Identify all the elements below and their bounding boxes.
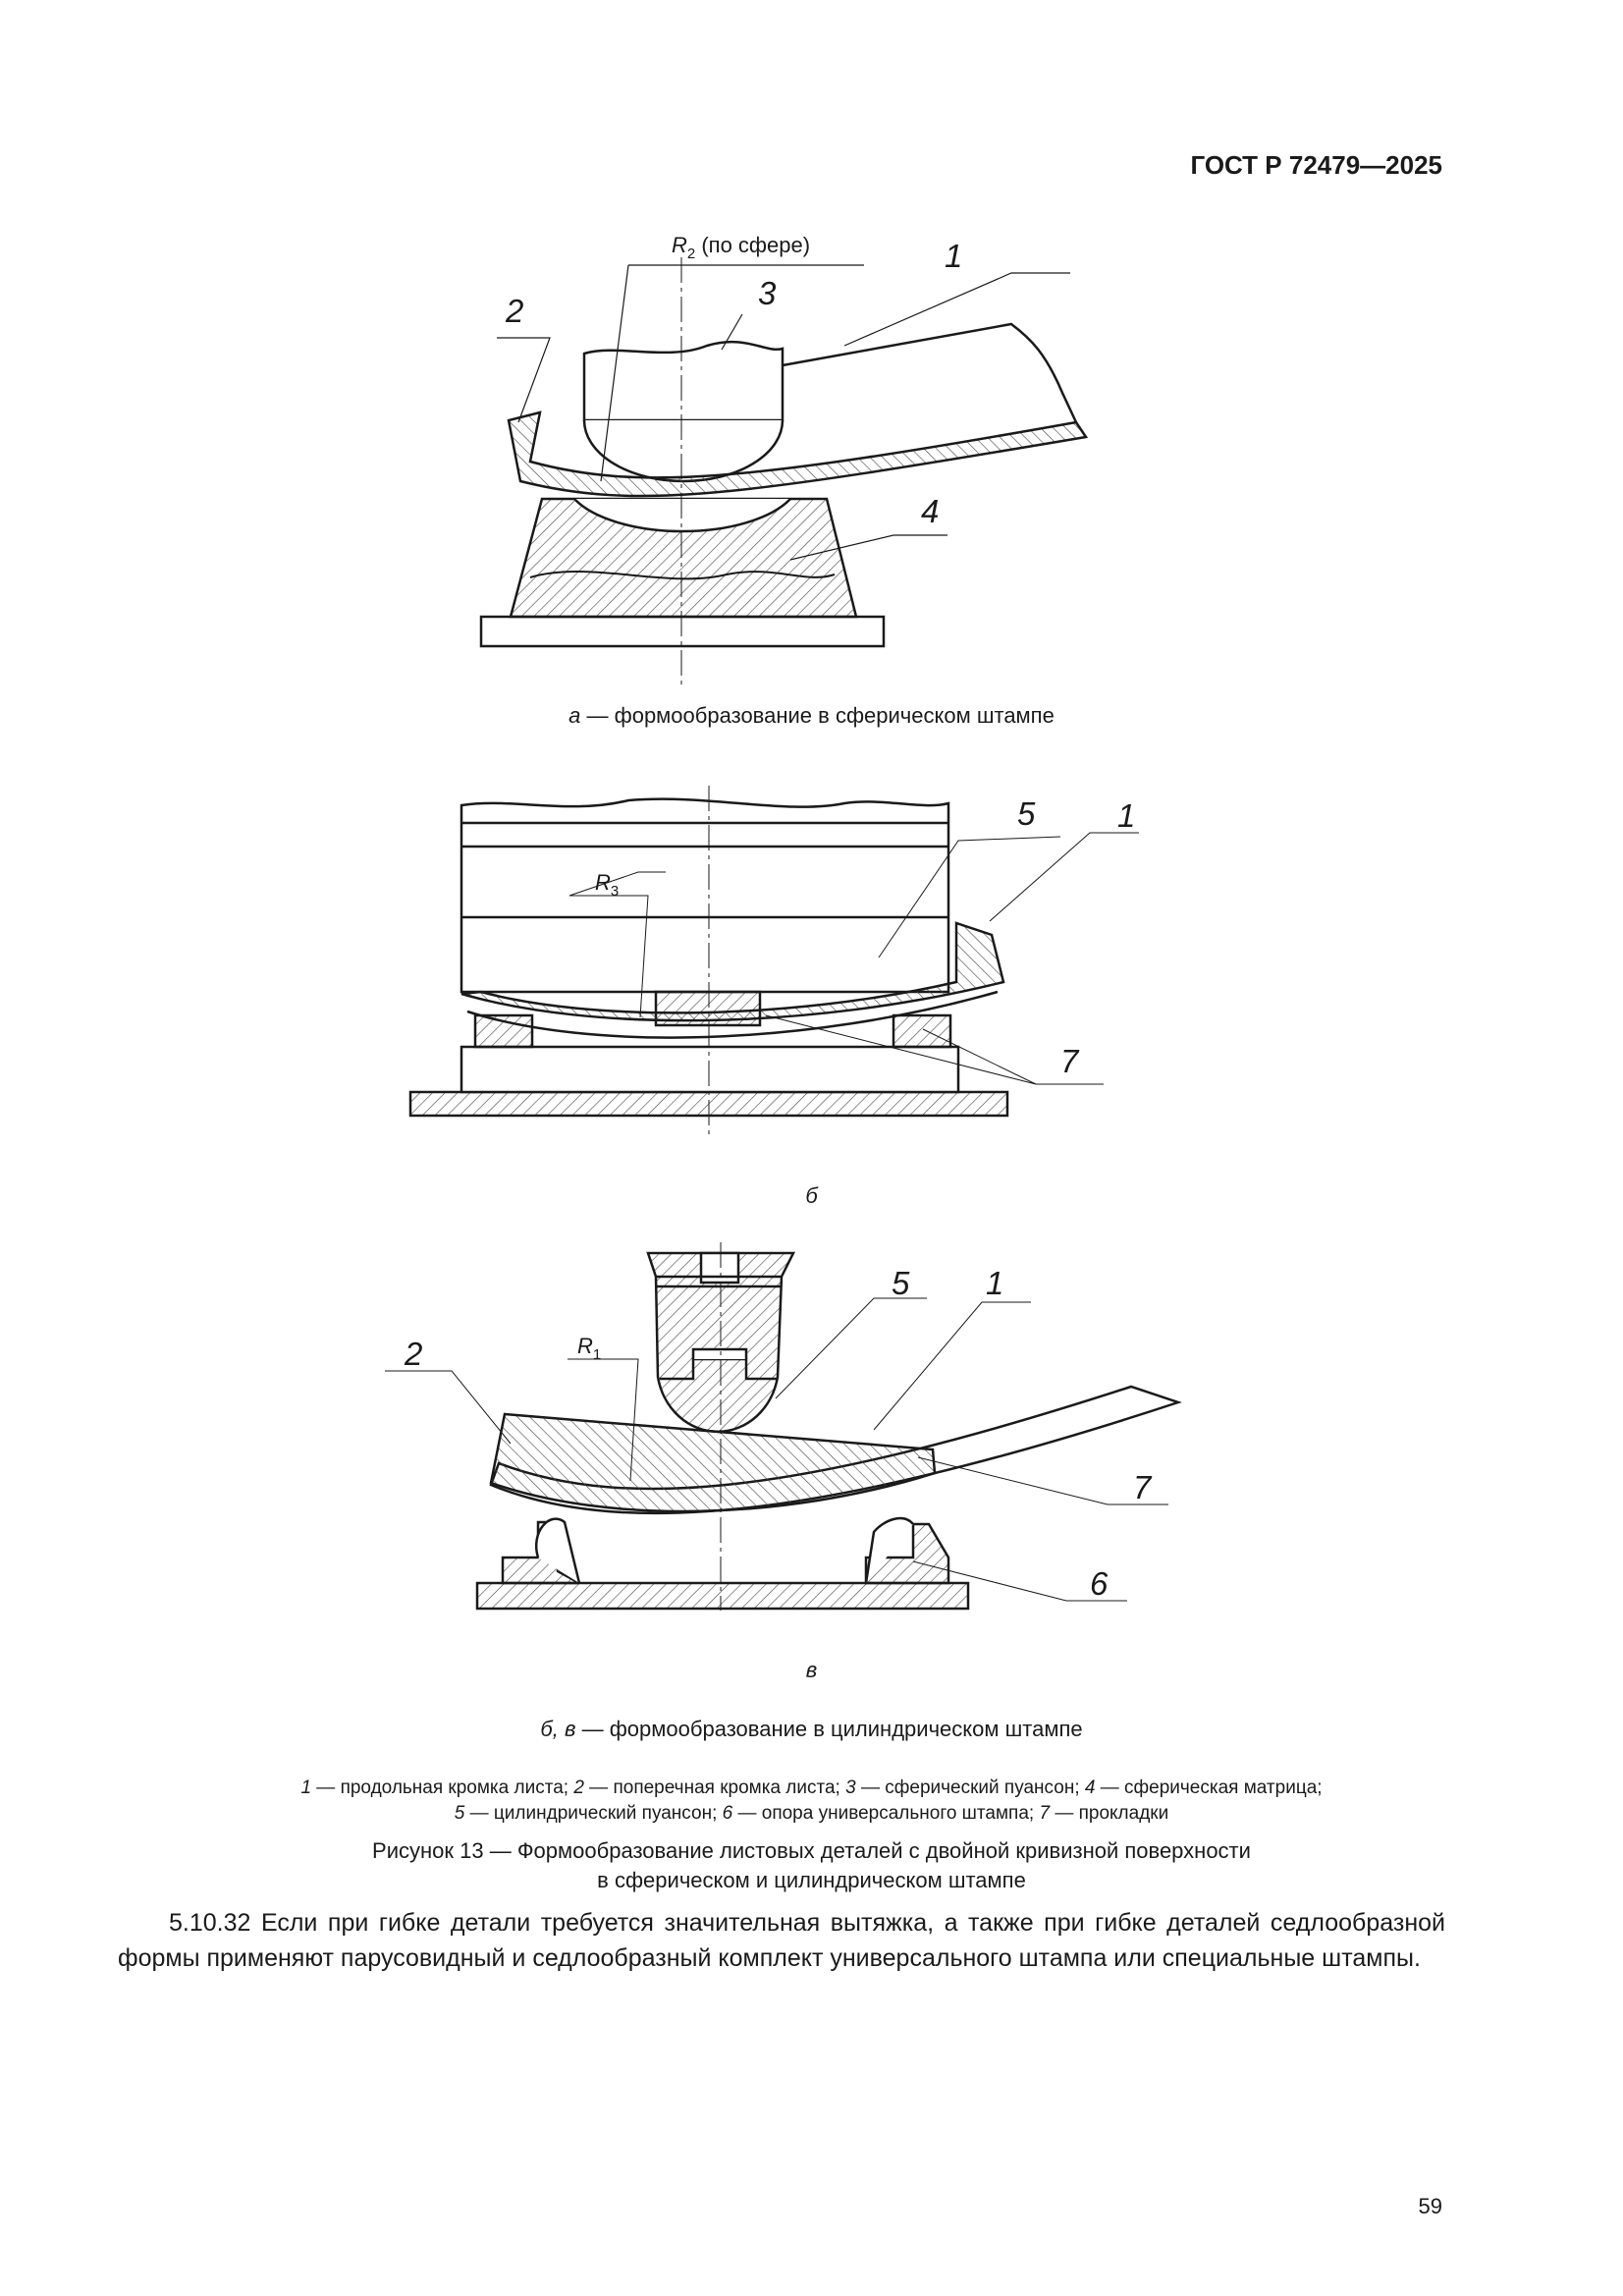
- label-7: 7: [1133, 1469, 1152, 1505]
- label-2: 2: [506, 293, 524, 329]
- figure-title-line-2: в сферическом и цилиндрическом штампе: [597, 1868, 1026, 1892]
- label-5: 5: [1017, 795, 1036, 832]
- label-4: 4: [921, 493, 940, 529]
- figure-bc-caption: б, в — формообразование в цилиндрическом штампе: [540, 1717, 1083, 1741]
- figure-a-caption: а — формообразование в сферическом штампе: [568, 703, 1055, 728]
- figure-b-cylindrical-die: [0, 766, 1623, 1178]
- figure-legend: [0, 1776, 1623, 1827]
- label-5: 5: [892, 1265, 910, 1301]
- label-1: 1: [945, 238, 963, 274]
- label-3: 3: [758, 275, 777, 311]
- legend-line-2: 5 — цилиндрический пуансон; 6 — опора универсального штампа; 7 — прокладки: [454, 1803, 1169, 1824]
- label-2: 2: [405, 1336, 423, 1372]
- lower-block: [461, 1047, 958, 1092]
- label-7: 7: [1060, 1043, 1079, 1079]
- figure-c-cylindrical-die: [0, 1232, 1623, 1645]
- figure-title: [0, 1836, 1623, 1895]
- base-plate: [481, 617, 884, 646]
- document-header: ГОСТ Р 72479—2025: [1190, 150, 1442, 180]
- radius-r2-label: R2 (по сфере): [672, 233, 811, 262]
- body-paragraph: 5.10.32 Если при гибке детали требуется значительная вытяжка, а также при гибке деталей седлообразной формы применяют парусовидный и седлообразный комплект универсального штампа или специальные штампы.: [118, 1909, 1445, 1972]
- figure-title-line-1: Рисунок 13 — Формообразование листовых деталей с двойной кривизной поверхности: [372, 1838, 1251, 1863]
- label-1: 1: [986, 1265, 1004, 1301]
- cylindrical-punch: [461, 799, 948, 992]
- base-plate: [477, 1583, 968, 1609]
- figure-a-spherical-die: [0, 0, 1623, 746]
- legend-line-1: 1 — продольная кромка листа; 2 — поперечная кромка листа; 3 — сферический пуансон; 4 — сферическая матрица;: [300, 1777, 1323, 1798]
- radius-r3-label: R3: [595, 870, 620, 900]
- label-6: 6: [1090, 1565, 1109, 1602]
- figure-b-caption: б: [805, 1183, 818, 1208]
- radius-r1-label: R1: [577, 1334, 602, 1363]
- figure-c-caption: в: [805, 1658, 818, 1682]
- pad: [893, 1015, 950, 1047]
- label-1: 1: [1117, 797, 1136, 834]
- page-number: 59: [1418, 2194, 1442, 2218]
